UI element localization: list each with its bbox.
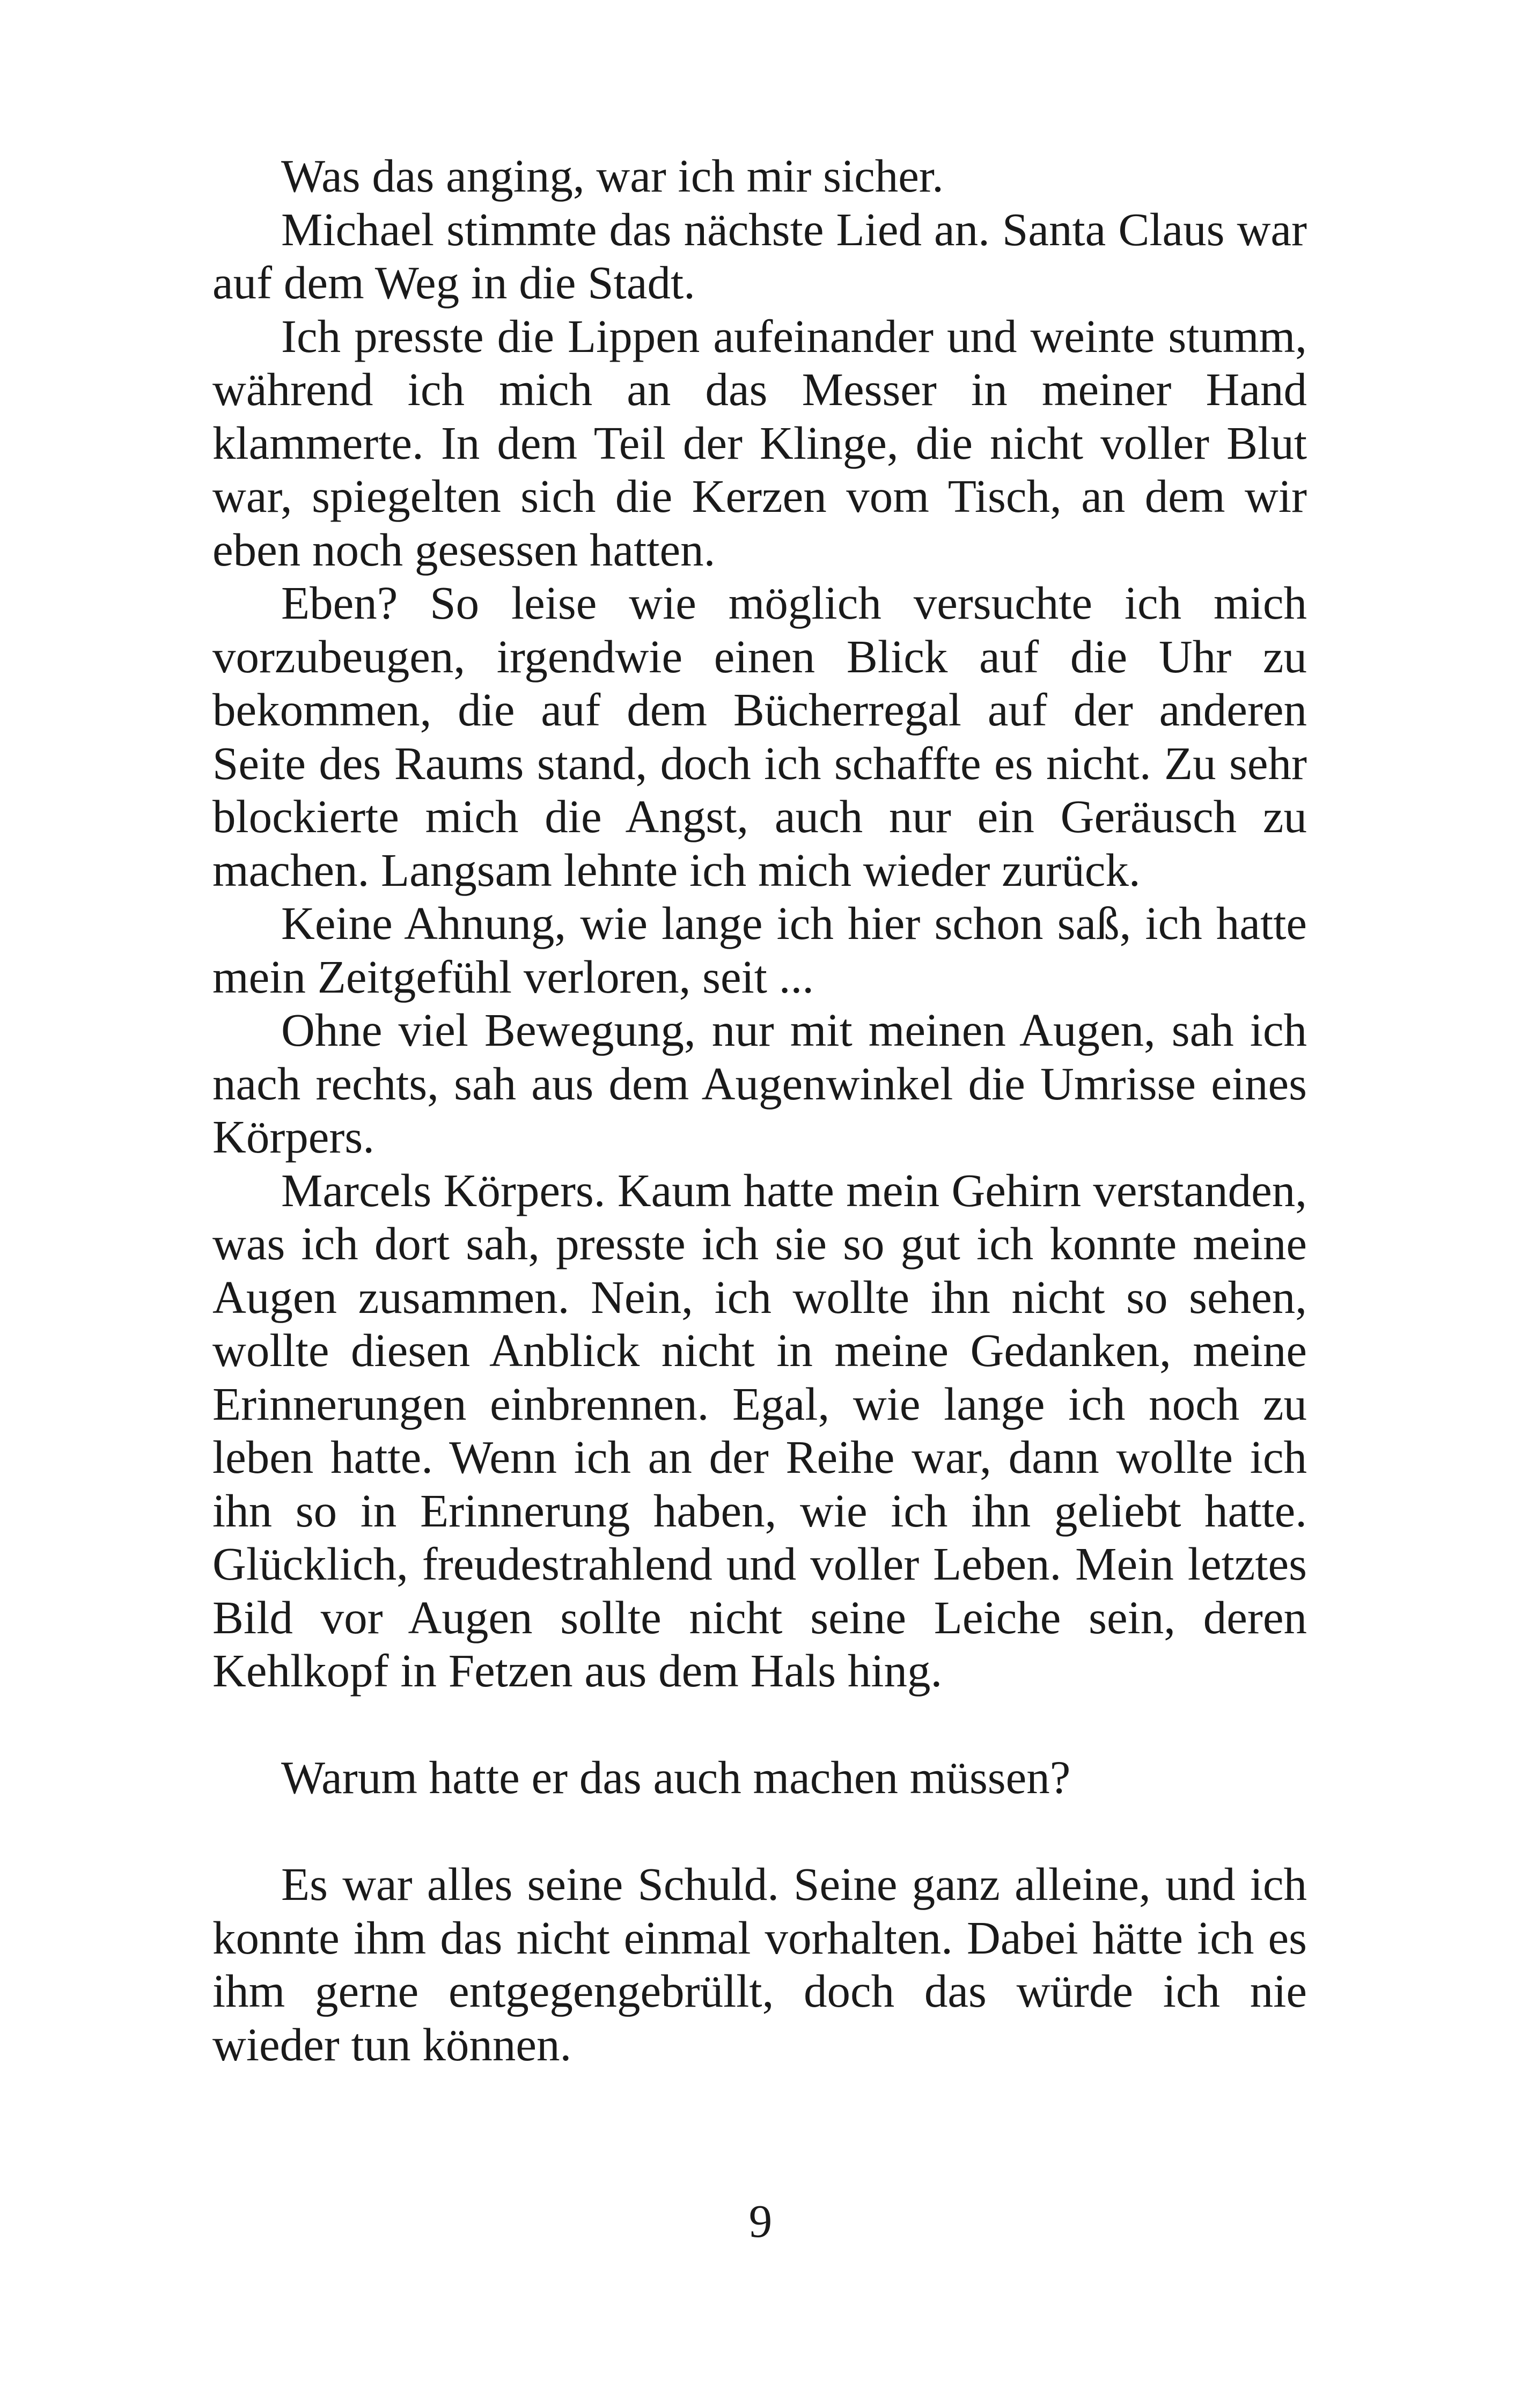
body-text bbox=[212, 149, 1307, 2071]
section-break bbox=[212, 1698, 1307, 1751]
paragraph: Michael stimmte das nächste Lied an. Santa Claus war auf dem Weg in die Stadt. bbox=[212, 203, 1307, 309]
paragraph: Keine Ahnung, wie lange ich hier schon saß, ich hatte mein Zeitgefühl verloren, seit ... bbox=[212, 897, 1307, 1003]
section-break bbox=[212, 1804, 1307, 1858]
paragraph: Ohne viel Bewegung, nur mit meinen Augen, sah ich nach rechts, sah aus dem Augenwinkel die Umrisse eines Körpers. bbox=[212, 1004, 1307, 1163]
paragraph: Eben? So leise wie möglich versuchte ich mich vorzubeugen, irgendwie einen Blick auf die Uhr zu bekommen, die auf dem Bücherregal auf der anderen Seite des Raums stand, doch ich schaffte es nicht. Zu sehr blockierte mich die Angst, auch nur ein Geräusch zu machen. Langsam lehnte ich mich wieder zurück. bbox=[212, 577, 1307, 896]
paragraph: Marcels Körpers. Kaum hatte mein Gehirn verstanden, was ich dort sah, presste ich sie so gut ich konnte meine Augen zusammen. Nein, ich wollte ihn nicht so sehen, wollte diesen Anblick nicht in meine Gedanken, meine Erinnerungen einbrennen. Egal, wie lange ich noch zu leben hatte. Wenn ich an der Reihe war, dann wollte ich ihn so in Erinnerung haben, wie ich ihn geliebt hatte. Glücklich, freudestrahlend und voller Leben. Mein letztes Bild vor Augen sollte nicht seine Leiche sein, deren Kehlkopf in Fetzen aus dem Hals hing. bbox=[212, 1164, 1307, 1697]
paragraph: Ich presste die Lippen aufeinander und weinte stumm, während ich mich an das Messer in meiner Hand klammerte. In dem Teil der Klinge, die nicht voller Blut war, spiegelten sich die Kerzen vom Tisch, an dem wir eben noch gesessen hatten. bbox=[212, 310, 1307, 576]
page-number: 9 bbox=[748, 2195, 773, 2247]
paragraph: Was das anging, war ich mir sicher. bbox=[281, 150, 944, 202]
paragraph: Warum hatte er das auch machen müssen? bbox=[281, 1751, 1071, 1803]
paragraph: Es war alles seine Schuld. Seine ganz alleine, und ich konnte ihm das nicht einmal vorhalten. Dabei hätte ich es ihm gerne entgegengebrüllt, doch das würde ich nie wieder tun können. bbox=[212, 1858, 1307, 2071]
